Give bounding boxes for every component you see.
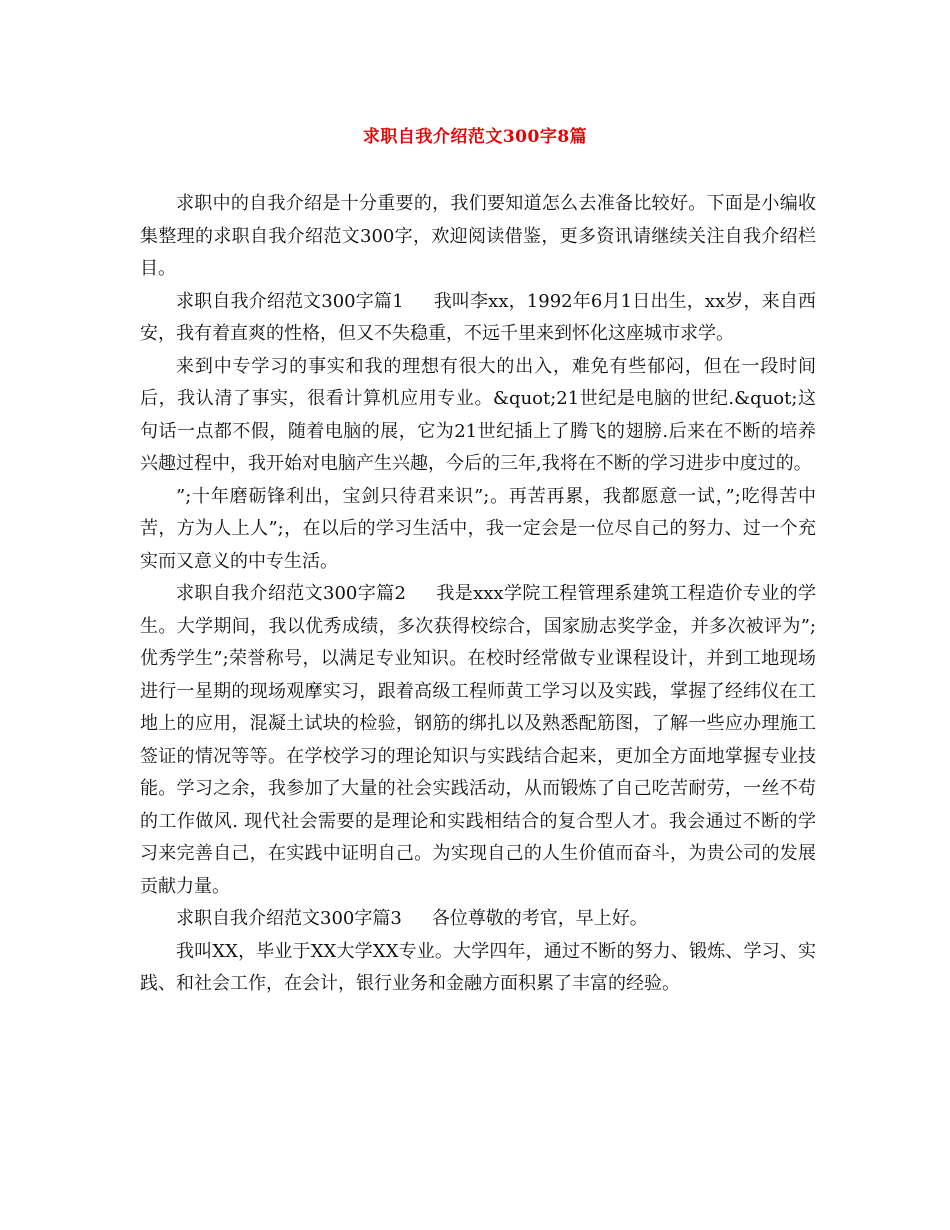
section-heading: 求职自我介绍范文300字篇3 [176, 908, 402, 929]
paragraph-article-3 [140, 903, 816, 936]
paragraph-article-1-body [140, 351, 816, 481]
paragraph-text: 我叫李xx，1992年6月1日出生，xx岁，来自西安，我有着直爽的性格，但又不失稳重，不远千里来到怀化这座城市求学。 [140, 290, 816, 344]
document-title: 求职自我介绍范文300字8篇 [362, 127, 588, 147]
document-body [140, 188, 816, 1001]
paragraph-text: 求职中的自我介绍是十分重要的，我们要知道怎么去准备比较好。下面是小编收集整理的求职自我介绍范文300字，欢迎阅读借鉴，更多资讯请继续关注自我介绍栏目。 [140, 193, 816, 279]
paragraph-text: 各位尊敬的考官，早上好。 [431, 908, 648, 929]
paragraph-article-1 [140, 286, 816, 351]
paragraph-text: 我叫XX，毕业于XX大学XX专业。大学四年，通过不断的努力、锻炼、学习、实践、和社会工作，在会计，银行业务和金融方面积累了丰富的经验。 [140, 940, 816, 994]
section-heading: 求职自我介绍范文300字篇1 [176, 290, 404, 312]
paragraph-text: ”;十年磨砺锋利出，宝剑只待君来识”;。再苦再累，我都愿意一试，”;吃得苦中苦，方为人上人”;，在以后的学习生活中，我一定会是一位尽自己的努力、过一个充实而又意义的中专生活。 [140, 485, 816, 572]
paragraph-article-1-closing [140, 481, 816, 579]
section-heading: 求职自我介绍范文300字篇2 [176, 583, 406, 604]
paragraph-article-2 [140, 578, 816, 903]
paragraph-article-3-body [140, 936, 816, 1001]
paragraph-intro [140, 188, 816, 286]
paragraph-text: 我是xxx学院工程管理系建筑工程造价专业的学生。大学期间，我以优秀成绩，多次获得校综合，国家励志奖学金，并多次被评为”;优秀学生”;荣誉称号，以满足专业知识。在校时经常做专业课程设计，并到工地现场进行一星期的现场观摩实习，跟着高级工程师黄工学习以及实践，掌握了经纬仪在工地上的应用，混凝土试块的检验，钢筋的绑扎以及熟悉配筋图，了解一些应办理施工签证的情况等等。在学校学习的理论知识与实践结合起来，更加全方面地掌握专业技能。学习之余，我参加了大量的社会实践活动，从而锻炼了自己吃苦耐劳，一丝不苟的工作做风. 现代社会需要的是理论和实践相结合的复合型人才。我会通过不断的学习来完善自己，在实践中证明自己。为实现自己的人生价值而奋斗，为贵公司的发展贡献力量。 [140, 583, 817, 897]
paragraph-text: 来到中专学习的事实和我的理想有很大的出入，难免有些郁闷，但在一段时间后，我认清了事实，很看计算机应用专业。&quot;21世纪是电脑的世纪.&quot;这句话一点都不假，随着电脑的展，它为21世纪插上了腾飞的翅膀.后来在不断的培养兴趣过程中，我开始对电脑产生兴趣，今后的三年,我将在不断的学习进步中度过的。 [140, 355, 816, 474]
